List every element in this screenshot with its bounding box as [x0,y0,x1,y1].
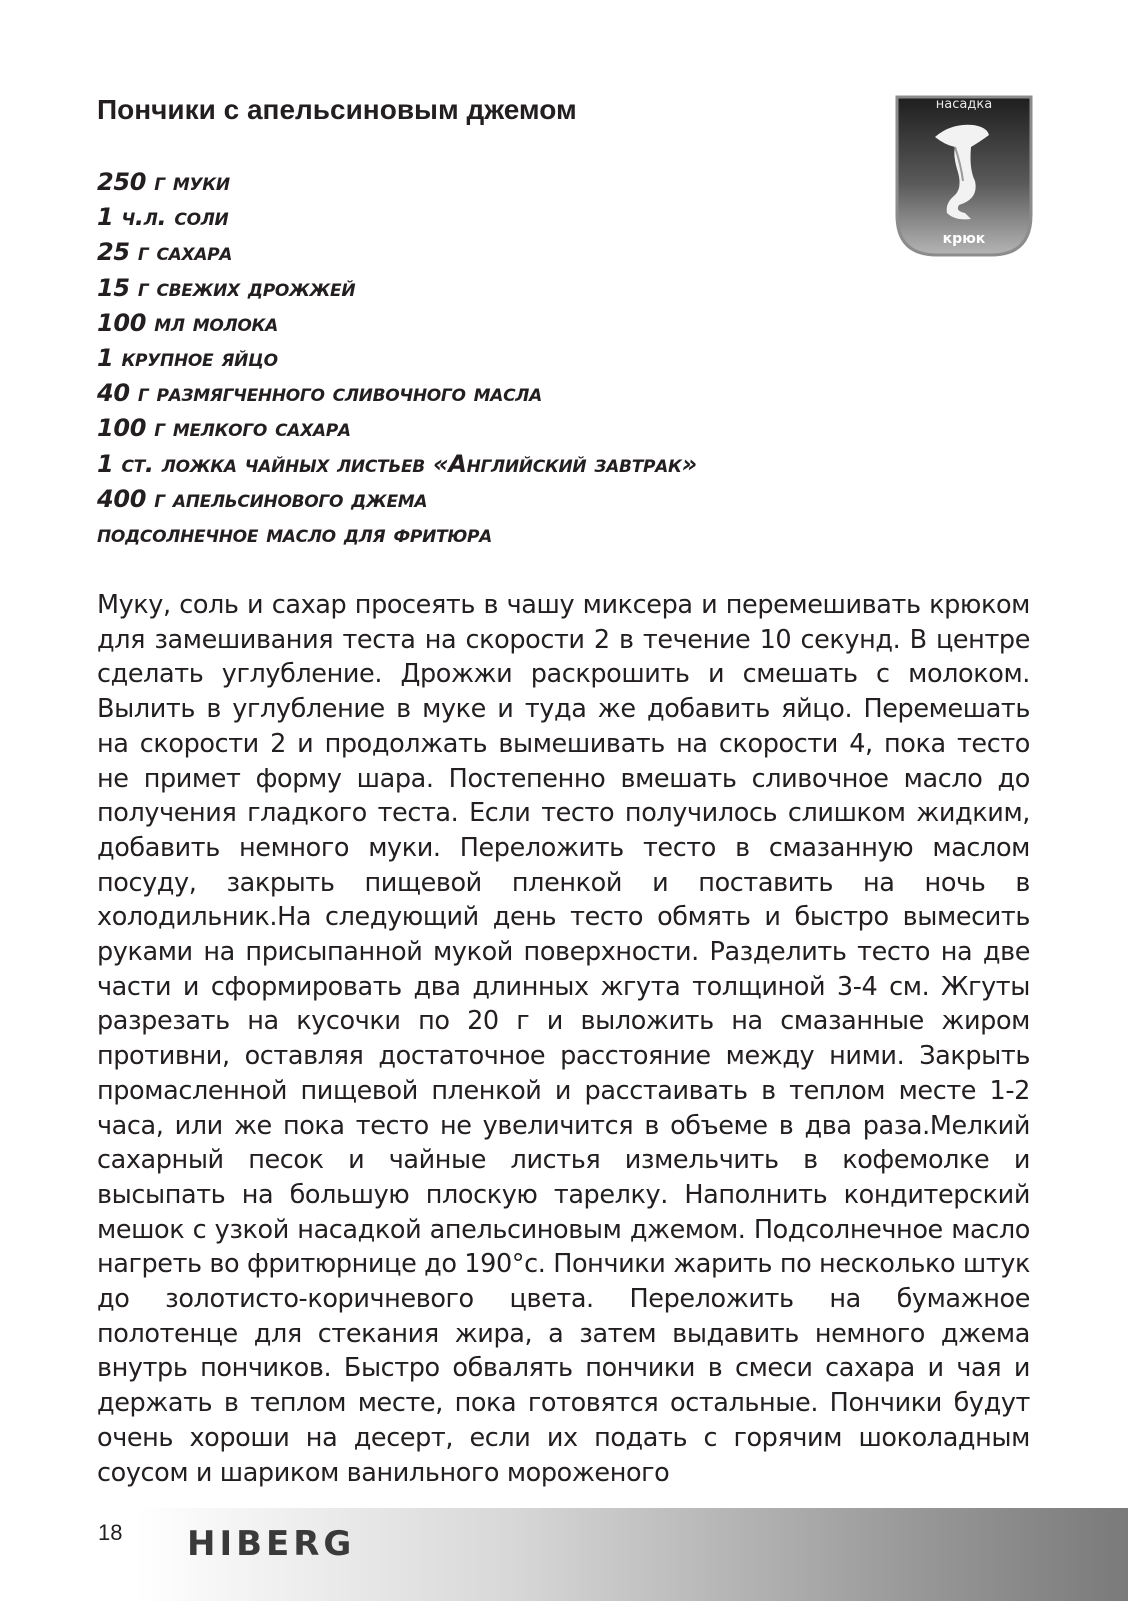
ingredient-item: 25 г сахара [97,238,233,267]
ingredient-item: 15 г свежих дрожжей [97,273,356,302]
recipe-instructions: Муку, соль и сахар просеять в чашу миксера и перемешивать крюком для замешивания теста на скорости 2 в течение 10 секунд. В центре сделать углубление. Дрожжи раскрошить и смешать с молоком. Вылить в углубление в муке и туда же добавить яйцо. Перемешать на скорости 2 и продолжать вымешивать на скорости 4, пока тесто не примет форму шара. Постепенно вмешать сливочное масло до получения гладкого теста. Если тесто получилось слишком жидким, добавить немного муки. Переложить тесто в смазанную маслом посуду, закрыть пищевой пленкой и поставить на ночь в холодильник.На следующий день тесто обмять и быстро вымесить руками на присыпанной мукой поверхности. Разделить тесто на две части и сформировать два длинных жгута толщиной 3-4 см. Жгуты разрезать на кусочки по 20 г и выложить на смазанные жиром противни, оставляя достаточное расстояние между ними. Закрыть промасленной пищевой пленкой и расстаивать в теплом месте 1-2 часа, или же пока тесто не увеличится в объеме в два раза.Мелкий сахарный песок и чайные листья измельчить в кофемолке и высыпать на большую плоскую тарелку. Наполнить кондитерский мешок с узкой насадкой апельсиновым джемом. Подсолнечное масло нагреть во фритюрнице до 190°с. Пончики жарить по несколько штук до золотисто-коричневого цвета. Переложить на бумажное полотенце для стекания жира, а затем выдавить немного джема внутрь пончиков. Быстро обвалять пончики в смеси сахара и чая и держать в теплом месте, пока готовятся остальные. Пончики будут очень хороши на десерт, если их подать с горячим шоколадным соусом и шариком ванильного мороженого [97,590,1030,1488]
ingredient-item: подсолнечное масло для фритюра [97,519,492,548]
ingredient-item: 40 г размягченного сливочного масла [97,379,542,408]
recipe-title: Пончики с апельсиновым джемом [97,94,577,125]
ingredient-item: 1 ч.л. соли [97,203,229,232]
ingredient-item: 250 г муки [97,168,230,196]
ingredient-item: 400 г апельсинового джема [97,484,428,513]
ingredient-item: 100 г мелкого сахара [97,414,351,443]
ingredient-item: 100 мл молока [97,308,278,337]
footer-band [0,1508,1128,1601]
badge-top-label: насадка [935,97,993,112]
ingredient-item: 1 ст. ложка чайных листьев «Английский завтрак» [97,449,697,478]
page-number: 18 [98,1520,123,1545]
badge-bottom-label: крюк [942,231,986,247]
brand-logo-text: HIBERG [187,1525,356,1559]
ingredient-item: 1 крупное яйцо [97,343,278,372]
ingredient-list [97,165,857,552]
brand-logo [187,1525,387,1559]
attachment-badge [895,95,1033,258]
